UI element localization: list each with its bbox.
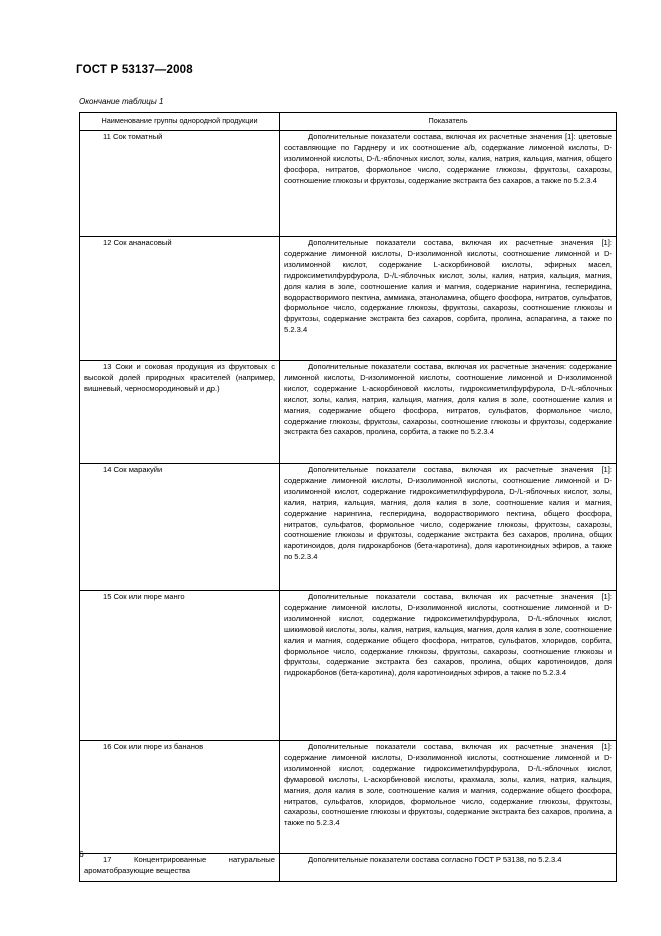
page-number: 6 bbox=[79, 849, 84, 859]
product-group-cell bbox=[80, 854, 280, 882]
indicator-cell: Дополнительные показатели состава, включая их расчетные значения [1]: содержание лимонной кислоты, D-изолимонной кислоты, соотношение лимонной и D-изолимонной кислот, содержание гидроксиметилфурфурола, D-/L-яблочных кислот, шикимовой кислоты, золы, калия, натрия, кальция, магния, доля калия в золе, соотношение калия и магния, содержание общего фосфора, нитратов, сульфатов, хлоридов, сорбита, формольное число, содержание глюкозы, фруктозы, сахарозы, соотношение глюкозы и фруктозы, содержание экстракта без сахаров, пролина, общих каротиноидов, доля гидрокарбонов (бета-каротина), доля каротиноидных эфиров, а также по 5.2.3.4 bbox=[280, 591, 617, 741]
document-code: ГОСТ Р 53137—2008 bbox=[76, 64, 193, 76]
table-row bbox=[80, 741, 617, 854]
table-row bbox=[80, 464, 617, 591]
indicator-cell: Дополнительные показатели состава, включая их расчетные значения [1]: цветовые составляющие по Гарднеру и их соотношение a/b, содержание лимонной кислоты, D-изолимонной кислоты, D-/L-яблочных кислот, золы, калия, натрия, кальция, магния, общего фосфора, нитратов, формольное число, содержание глюкозы, фруктозы, сахарозы, соотношение глюкозы и фруктозы, содержание экстракта без сахаров, а также по 5.2.3.4 bbox=[280, 131, 617, 237]
indicator-cell: Дополнительные показатели состава, включая их расчетные значения [1]: содержание лимонной кислоты, D-изолимонной кислоты, соотношение лимонной и D-изолимонной кислот, содержание L-аскорбиновой кислоты, эфирных масел, гидроксиметилфурфурола, D-/L-яблочных кислот, золы, калия, натрия, кальция, магния, доля калия в золе, соотношение калия и магния, содержание нарингина, гесперидина, водорастворимого пектина, аммиака, этаноламина, общего фосфора, нитратов, сульфатов, формольное число, содержание глюкозы, фруктозы, сахарозы, соотношение глюкозы и фруктозы, содержание экстракта без сахаров, сорбита, пролина, аспарагина, а также по 5.2.3.4 bbox=[280, 237, 617, 361]
product-group-name: 11 Сок томатный bbox=[103, 132, 163, 141]
product-group-name: 17 Концентрированные натуральные ароматобразующие вещества bbox=[84, 855, 275, 875]
table-row bbox=[80, 854, 617, 882]
table-caption: Окончание таблицы 1 bbox=[79, 97, 164, 106]
indicator-cell: Дополнительные показатели состава, включая их расчетные значения [1]: содержание лимонной кислоты, D-изолимонной кислоты, соотношение лимонной и D-изолимонной кислот, содержание гидроксиметилфурфурола, D-/L-яблочных кислот, золы, калия, натрия, кальция, магния, доля калия в золе, соотношение калия и магния, содержание нарингина, гесперидина, водорастворимого пектина, общего фосфора, нитратов, сульфатов, формольное число, содержание глюкозы, фруктозы, сахарозы, соотношение глюкозы и фруктозы, содержание экстракта без сахаров, пролина, общих каротиноидов, доля гидрокарбонов (бета-каротина), доля каротиноидных эфиров, а также по 5.2.3.4 bbox=[280, 464, 617, 591]
product-group-name: 15 Сок или пюре манго bbox=[103, 592, 185, 601]
indicator-cell: Дополнительные показатели состава, включая их расчетные значения: содержание лимонной кислоты, D-изолимонной кислоты, соотношение лимонной и D-изолимонной кислот, содержание L-аскорбиновой кислоты, гидроксиметилфурфурола, D-/L-яблочных кислот, золы, калия, натрия, кальция, магния, доля калия в золе, соотношение калия и магния, содержание общего фосфора, нитратов, сульфатов, формольное число, содержание глюкозы, фруктозы, сахарозы, соотношение глюкозы и фруктозы, содержание экстракта без сахаров, пролина, сорбита, а также по 5.2.3.4 bbox=[280, 361, 617, 464]
indicator-cell: Дополнительные показатели состава согласно ГОСТ Р 53138, по 5.2.3.4 bbox=[280, 854, 617, 882]
product-group-cell bbox=[80, 131, 280, 237]
product-group-cell bbox=[80, 741, 280, 854]
table-row bbox=[80, 237, 617, 361]
product-group-cell bbox=[80, 361, 280, 464]
product-group-cell bbox=[80, 464, 280, 591]
indicators-table bbox=[79, 112, 617, 882]
table-row bbox=[80, 131, 617, 237]
product-group-cell bbox=[80, 591, 280, 741]
product-group-name: 16 Сок или пюре из бананов bbox=[103, 742, 204, 751]
table-row bbox=[80, 591, 617, 741]
column-header-indicator: Показатель bbox=[280, 113, 617, 131]
table-header-row bbox=[80, 113, 617, 131]
product-group-name: 14 Сок маракуйи bbox=[103, 465, 163, 474]
product-group-cell bbox=[80, 237, 280, 361]
table-row bbox=[80, 361, 617, 464]
product-group-name: 12 Сок ананасовый bbox=[103, 238, 172, 247]
product-group-name: 13 Соки и соковая продукция из фруктовых с высокой долей природных красителей (например, вишневый, черносмородиновый и др.) bbox=[84, 362, 275, 393]
indicator-cell: Дополнительные показатели состава, включая их расчетные значения [1]: содержание лимонной кислоты, D-изолимонной кислоты, соотношение лимонной и D-изолимонной кислот, содержание гидроксиметилфурфурола, D-/L-яблочных кислот, фумаровой кислоты, L-аскорбиновой кислоты, крахмала, золы, калия, натрия, кальция, магния, доля калия в золе, соотношение калия и магния, содержание общего фосфора, нитратов, сульфатов, хлоридов, формольное число, содержание глюкозы, фруктозы, сахарозы, соотношение глюкозы и фруктозы, содержание экстракта без сахаров, пролина, а также по 5.2.3.4 bbox=[280, 741, 617, 854]
column-header-product-group: Наименование группы однородной продукции bbox=[80, 113, 280, 131]
